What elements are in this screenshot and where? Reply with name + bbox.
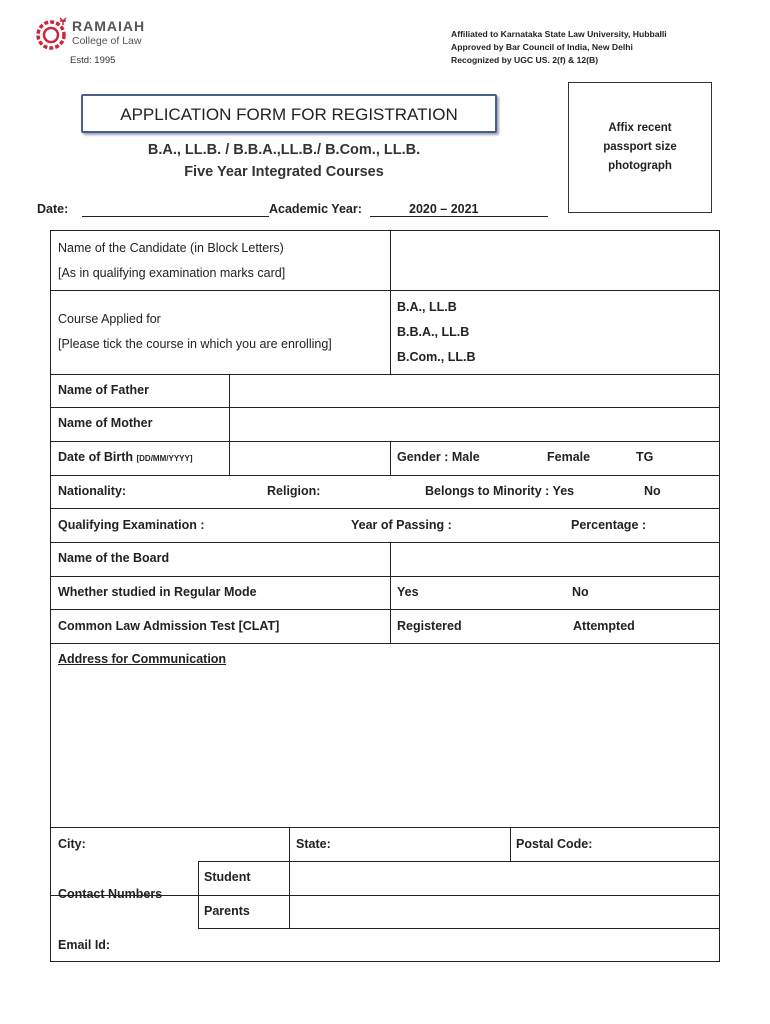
student-contact-field[interactable] [290,862,718,894]
ramaiah-logo-icon [36,16,68,52]
candidate-name-field[interactable] [391,232,718,289]
course-option-ba-llb[interactable]: B.A., LL.B [397,300,457,314]
father-name-label: Name of Father [58,383,149,397]
regular-mode-no-option[interactable]: No [572,585,589,599]
gender-female-option[interactable]: Female [547,450,591,464]
affiliations [451,28,667,67]
brand-subtitle: College of Law [72,35,142,47]
candidate-name-label: Name of the Candidate (in Block Letters) [58,241,284,255]
form-title: APPLICATION FORM FOR REGISTRATION [120,105,458,124]
clat-attempted-option[interactable]: Attempted [573,619,635,633]
dob-label [58,450,192,464]
qualifying-exam-label[interactable]: Qualifying Examination : [58,518,205,532]
photo-line: Affix recent [608,122,672,134]
nationality-label[interactable]: Nationality: [58,484,127,498]
candidate-name-note: [As in qualifying examination marks card] [58,266,286,280]
regular-mode-label: Whether studied in Regular Mode [58,585,257,599]
clat-registered-option[interactable]: Registered [397,619,462,633]
photo-line: passport size [603,141,677,153]
city-label[interactable]: City: [58,837,86,851]
contact-numbers-label: Contact Numbers [58,887,163,901]
father-name-field[interactable] [230,375,718,406]
brand-name: RAMAIAH [72,18,146,34]
gender-tg-option[interactable]: TG [636,450,654,464]
mother-name-field[interactable] [230,408,718,440]
parents-contact-field[interactable] [290,896,718,928]
year-of-passing-label[interactable]: Year of Passing : [351,518,452,532]
courses-line: B.A., LL.B. / B.B.A.,LL.B./ B.Com., LL.B. [147,142,421,158]
postal-code-label[interactable]: Postal Code: [516,837,593,851]
gender-male-option[interactable]: Gender : Male [397,450,480,464]
clat-label: Common Law Admission Test [CLAT] [58,619,280,633]
courses-subline: Five Year Integrated Courses [184,164,384,180]
date-label: Date: [37,202,69,216]
dob-label-text: Date of Birth [58,450,133,464]
course-applied-note: [Please tick the course in which you are enrolling] [58,337,332,351]
board-name-label: Name of the Board [58,551,170,565]
form-title-box [81,94,497,133]
state-label[interactable]: State: [296,837,331,851]
email-label[interactable]: Email Id: [58,938,111,952]
dob-field[interactable] [230,442,389,474]
photo-line: photograph [608,160,672,172]
photo-instructions [569,119,711,176]
established-year: Estd: 1995 [70,55,116,66]
affiliation-line: Approved by Bar Council of India, New Delhi [451,42,633,52]
academic-year-value: 2020 – 2021 [409,202,479,216]
board-name-field[interactable] [391,543,718,575]
academic-year-label: Academic Year: [269,202,362,216]
student-contact-label: Student [204,870,251,884]
minority-no-option[interactable]: No [644,484,661,498]
affiliation-line: Recognized by UGC US. 2(f) & 12(B) [451,55,599,65]
regular-mode-yes-option[interactable]: Yes [397,585,419,599]
course-option-bcom-llb[interactable]: B.Com., LL.B [397,350,476,364]
address-label: Address for Communication [58,652,227,666]
course-option-bba-llb[interactable]: B.B.A., LL.B [397,325,470,339]
course-applied-label: Course Applied for [58,312,161,326]
academic-year-field[interactable] [370,216,548,217]
courses-heading [84,139,484,183]
minority-yes-option[interactable]: Belongs to Minority : Yes [425,484,575,498]
affiliation-line: Affiliated to Karnataka State Law University, Hubballi [451,29,667,39]
mother-name-label: Name of Mother [58,416,153,430]
registration-form-table [50,230,720,962]
photo-box[interactable] [568,82,712,213]
address-field[interactable] [52,671,718,826]
dob-format: [DD/MM/YYYY] [136,454,193,463]
parents-contact-label: Parents [204,904,250,918]
date-field[interactable] [82,216,269,217]
religion-label[interactable]: Religion: [267,484,321,498]
percentage-label[interactable]: Percentage : [571,518,647,532]
